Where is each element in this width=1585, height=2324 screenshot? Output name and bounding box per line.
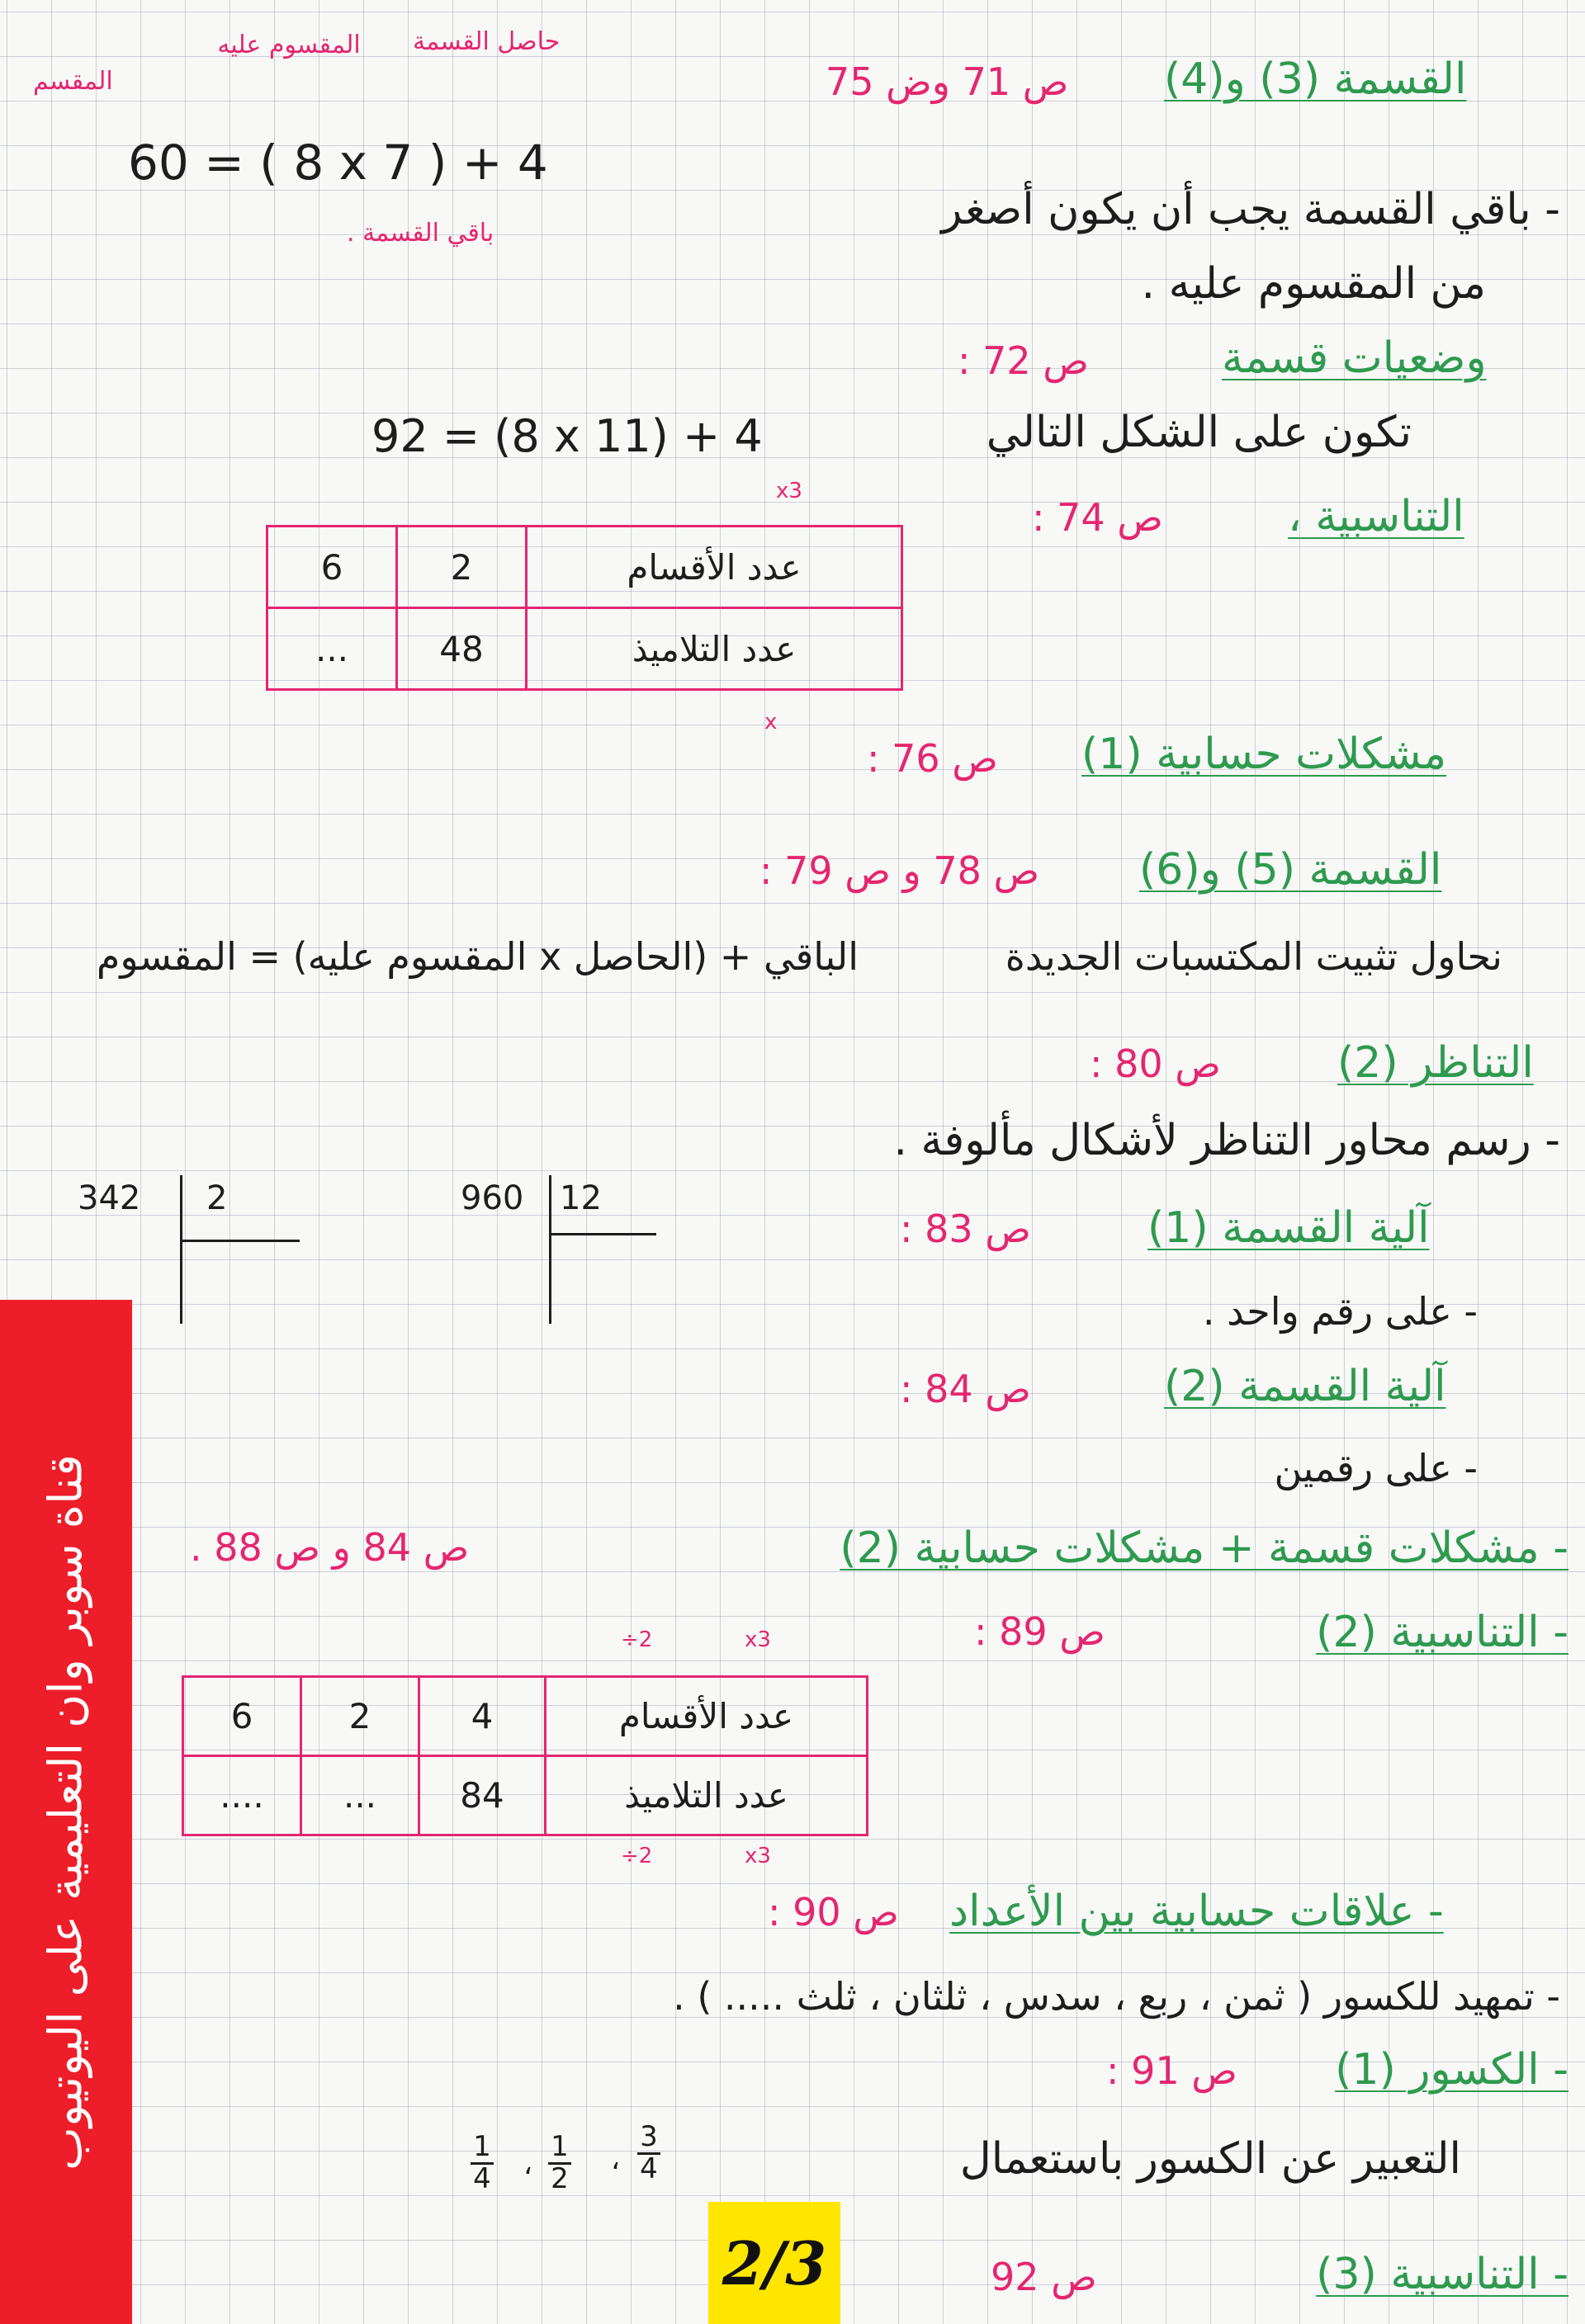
- section3-factor-bottom: x: [764, 710, 778, 735]
- proportion-table-2: [182, 1675, 868, 1836]
- table2-row1-a: 4: [419, 1677, 546, 1756]
- section12-note: التعبير عن الكسور باستعمال: [959, 2134, 1461, 2184]
- section10-factor-top-1: ÷2: [621, 1627, 653, 1652]
- table2-row2-label: عدد التلاميذ: [546, 1756, 868, 1835]
- table2-row1-label: عدد الأقسام: [546, 1677, 868, 1756]
- section7-title: آلية القسمة (1): [1147, 1203, 1430, 1253]
- section10-factor-top-2: x3: [745, 1627, 771, 1652]
- section7-pages: ص 83 :: [900, 1207, 1031, 1251]
- section3-pages: ص 74 :: [1032, 495, 1163, 540]
- section10-factor-bottom-2: x3: [745, 1844, 771, 1868]
- section2-title: وضعيات قسمة: [1222, 333, 1487, 383]
- division1-horizontal-line: [180, 1240, 300, 1242]
- section8-pages: ص 84 :: [900, 1367, 1031, 1411]
- table2-row2-a: 84: [419, 1756, 546, 1835]
- section12-title: - الكسور (1): [1335, 2045, 1568, 2095]
- fraction-one-quarter: 1 4: [471, 2133, 494, 2194]
- table1-row2-b: ...: [267, 608, 397, 690]
- section10-title: - التناسبية (2): [1316, 1608, 1568, 1657]
- section1-title: القسمة (3) و(4): [1164, 54, 1467, 104]
- section9-title: - مشكلات قسمة + مشكلات حسابية (2): [840, 1523, 1568, 1573]
- division2-vertical-line: [549, 1175, 551, 1324]
- page-number-badge: 2/3: [708, 2202, 840, 2324]
- section5-note: نحاول تثبيت المكتسبات الجديدة: [1005, 934, 1502, 979]
- section5-pages: ص 78 و ص 79 :: [759, 848, 1040, 893]
- table2-row2-c: ....: [183, 1756, 301, 1835]
- section2-note: تكون على الشكل التالي: [986, 408, 1412, 457]
- table2-row1-c: 6: [183, 1677, 301, 1756]
- section5-formula: الباقي + (الحاصل x المقسوم عليه) = المقسوم: [96, 934, 859, 979]
- section11-note: - تمهيد للكسور ( ثمن ، ربع ، سدس ، ثلثان ، ثلث ..... ) .: [673, 1974, 1560, 2019]
- section10-factor-bottom-1: ÷2: [621, 1844, 653, 1868]
- section11-pages: ص 90 :: [768, 1890, 899, 1934]
- division2-dividend: 960: [461, 1179, 524, 1217]
- division1-vertical-line: [180, 1175, 182, 1324]
- table1-row2-label: عدد التلاميذ: [527, 608, 902, 690]
- table2-row2-b: ...: [301, 1756, 419, 1835]
- division1-dividend: 342: [78, 1179, 141, 1217]
- fraction-three-quarters: 3 4: [637, 2123, 660, 2184]
- fraction-one-half: 1 2: [548, 2133, 571, 2194]
- fraction-separator-1: ،: [611, 2143, 620, 2176]
- channel-banner-text: قناة سوبر وان التعليمية على اليوتيوب: [39, 1454, 93, 2170]
- section1-pages: ص 71 وض 75: [826, 59, 1069, 104]
- dividend-label: المقسم: [33, 67, 113, 96]
- section1-note-line2: من المقسوم عليه .: [1141, 259, 1486, 309]
- section5-title: القسمة (5) و(6): [1139, 845, 1442, 895]
- section1-note-line1: - باقي القسمة يجب أن يكون أصغر: [941, 185, 1560, 234]
- section4-title: مشكلات حسابية (1): [1081, 730, 1447, 779]
- section12-pages: ص 91 :: [1106, 2048, 1237, 2093]
- section6-note: - رسم محاور التناظر لأشكال مألوفة .: [893, 1116, 1560, 1165]
- section7-note: - على رقم واحد .: [1202, 1289, 1478, 1334]
- section3-factor-top: x3: [776, 479, 802, 503]
- section4-pages: ص 76 :: [867, 736, 998, 781]
- divisor-label: المقسوم عليه: [217, 31, 361, 59]
- quotient-label: حاصل القسمة: [413, 27, 561, 56]
- section10-pages: ص 89 :: [974, 1609, 1105, 1654]
- section6-pages: ص 80 :: [1090, 1042, 1221, 1086]
- section6-title: التناظر (2): [1337, 1038, 1534, 1088]
- division2-horizontal-line: [549, 1233, 656, 1235]
- section2-equation: 92 = (8 x 11) + 4: [371, 410, 763, 462]
- section13-title: - التناسبية (3): [1316, 2250, 1568, 2299]
- section8-title: آلية القسمة (2): [1164, 1362, 1446, 1411]
- section8-note: - على رقمين: [1274, 1446, 1478, 1490]
- fraction-separator-2: ،: [523, 2148, 532, 2181]
- table1-row1-b: 6: [267, 527, 397, 608]
- intro-equation: 60 = ( 8 x 7 ) + 4: [128, 135, 548, 191]
- division1-divisor: 2: [206, 1179, 228, 1217]
- section9-pages: ص 84 و ص 88 .: [190, 1525, 470, 1570]
- section2-pages: ص 72 :: [958, 338, 1089, 383]
- table1-row1-a: 2: [397, 527, 527, 608]
- proportion-table-1: [266, 525, 903, 691]
- table1-row1-label: عدد الأقسام: [527, 527, 902, 608]
- table1-row2-a: 48: [397, 608, 527, 690]
- section3-title: التناسبية ،: [1288, 492, 1464, 541]
- remainder-label: باقي القسمة .: [347, 219, 494, 248]
- section13-pages: ص 92: [991, 2255, 1097, 2299]
- section11-title: - علاقات حسابية بين الأعداد: [949, 1887, 1444, 1936]
- division2-divisor: 12: [560, 1179, 602, 1217]
- table2-row1-b: 2: [301, 1677, 419, 1756]
